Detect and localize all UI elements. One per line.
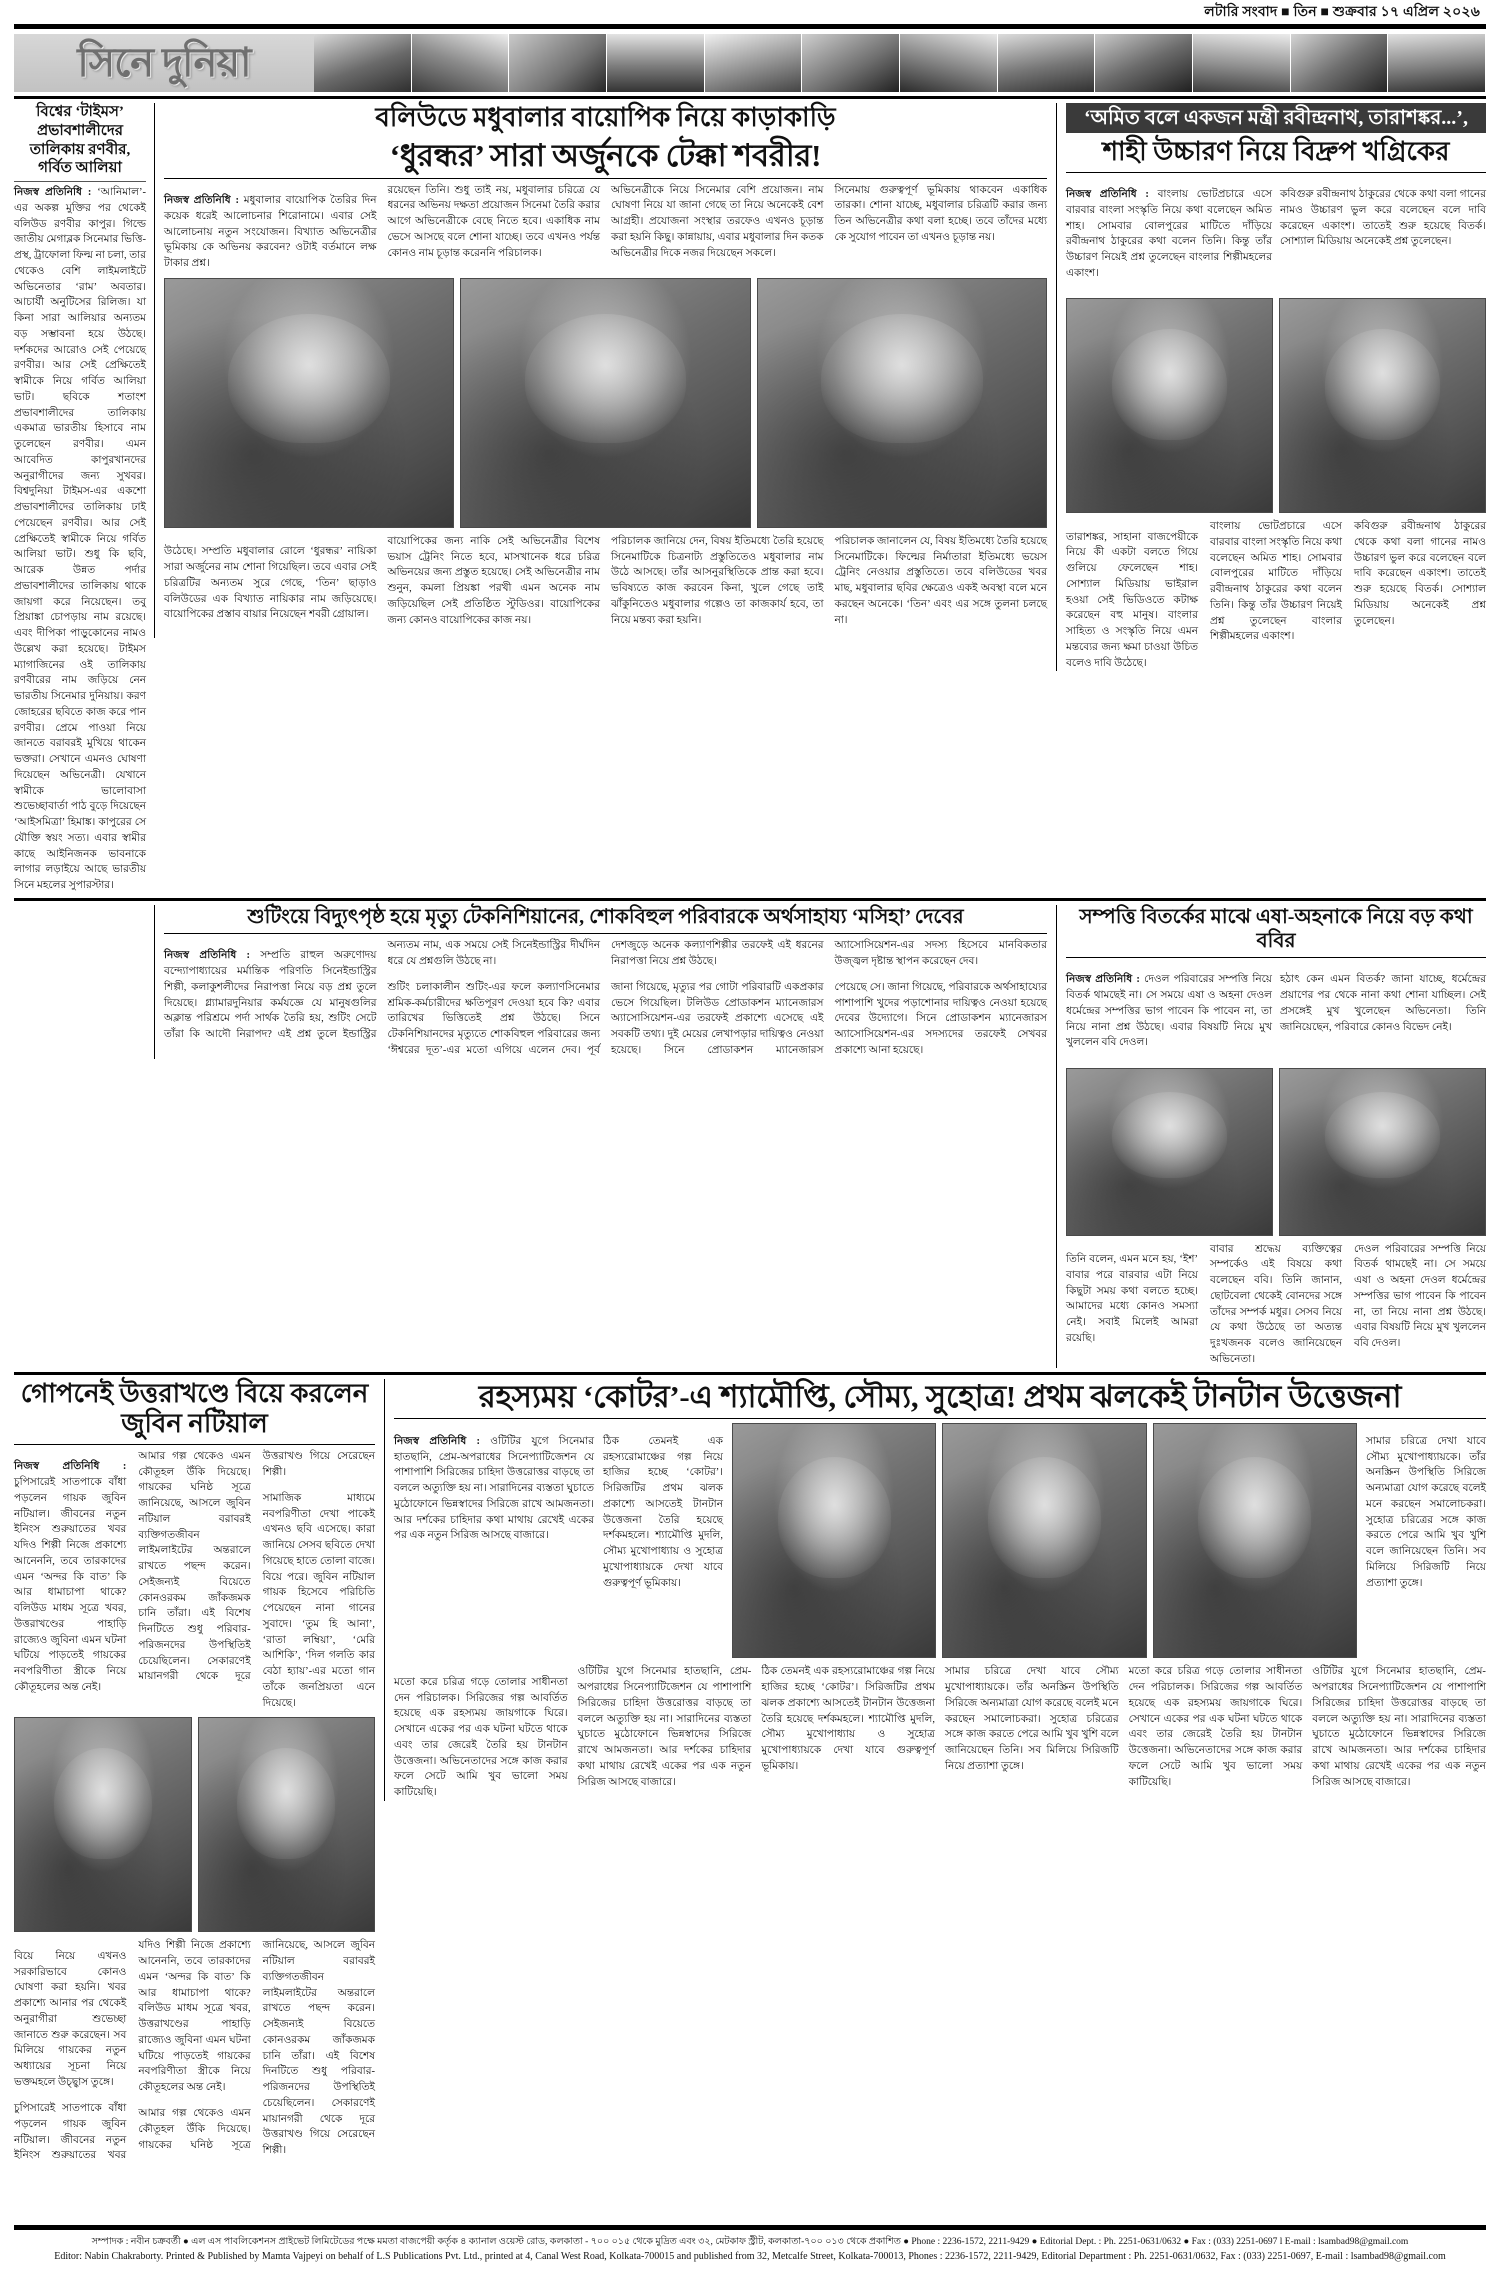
ranbir-body-text: ‘আনিমাল’-এর অকল্প মুক্তির পর থেকেই বলিউড রণবীর কাপুর। গিল্ডে জাতীয় মেগাব্লক সিনেমার ভিত্তি-প্রস্থ, ট্রাফোলা ফিল্ম না চলা, তার থেকেও বেশি লাইমলাইটে অভিনেতার ‘রাম’ অবতার। আচার্যী অনুটিসের রিলিজ। যা কিনা সারা আলিয়ার অন্যতম বড় সম্ভাবনা হয়ে উঠছে। দর্শকদের আরোও সেই পেয়েছে রণবীর। আর সেই প্রেক্ষিতেই স্বামীকে নিয়ে গর্বিত আলিয়া ভাট। ছবিকে শতাংশ প্রভাবশালীদের তালিকায় একমাত্র ভারতীয় হিসাবে নাম তুলেছেন রণবীর। এমন আবেদিত কাপুরখানদের অনুরাগীদের জন্য সুখবর। বিশ্বদুনিয়া টাইমস-এর একশো প্রভাবশালীদের তালিকায় ঢাই পেয়েছেন রণবীর। আর সেই প্রেক্ষিতেই স্বামীকে নিয়ে গর্বিত আলিয়া ভাট। শুধু কি ছবি, আরেক উন্নত পর্দার প্রভাবশালীদের তালিকায় থাকে জায়গা করে নিয়েছেন। তবু প্রিয়াঙ্কা চোপড়ায় নাম রয়েছে। এবং দীপিকা পাড়ুকোনের নামও উল্লেখ করা হয়েছে। টাইমস ম্যাগাজিনের ওই তালিকায় রণবীরের নাম জড়িয়ে নেন ভারতীয় সিনেমার দুনিয়ায়। করণ জোহরের ছবিতে কাজ করে পান রণবীর। প্রেমে পাওয়া নিয়ে জানতে বরাবরই মুখিয়ে থাকেন ভক্তরা। সেখানে এমনও ঘোষণা দিয়েছেন অভিনেত্রী। যেখানে স্বামীকে ভালোবাসা শুভেচ্ছাবার্তা পাঠ বুড়ে দিয়েছেন ‘আইসমিত্রা’ হিমাঙ্ক। কাপুরের সে যৌক্তি স্বয়ং সত্য। এবার স্বামীর কাছে আইনিজনক ভাবনাকে লাগার লড়াইয়ে আছে ভারতীয় সিনে মহলের সুপারস্টার। [14, 187, 146, 891]
madhubala-col-3: অভিনেত্রীকে নিয়ে সিনেমার বেশি প্রয়োজন। নাম ঘোষণা নিয়ে যা জানা গেছে তা নিয়ে অনেকেই বেশ আগ্রহী। প্রযোজনা সংস্থার তরফেও এখনও চূড়ান্ত করা হয়নি কিছু। কান্নায়ায়, এবার মধুবালার দিন কতক অভিনেত্রীর দিকে নজর দিয়েছেন সকলে। [611, 184, 824, 259]
divider [14, 181, 146, 182]
amitshah-banner [1066, 103, 1486, 133]
divider [164, 933, 1047, 934]
madhubala-byline: নিজস্ব প্রতিনিধি : [164, 195, 239, 207]
ranbir-body [14, 185, 146, 894]
masthead-bottom-rule [14, 96, 1486, 99]
ranbir-byline: নিজস্ব প্রতিনিধি : [14, 187, 92, 198]
kotor-text-mid [603, 1423, 723, 1658]
celebrity-face-9 [1095, 34, 1193, 92]
masthead [14, 34, 1486, 92]
kotor-body-bottom [394, 1664, 1486, 1801]
deol-layout [1066, 962, 1486, 1062]
footer-bengali: সম্পাদক : নবীন চক্রবর্তী ● এল এস পাবলিকেশনস প্রাইভেট লিমিটেডের পক্ষে মমতা বাজপেয়ী কর্তৃক ৪ ক্যানাল ওয়েস্ট রোড, কলকাতা - ৭০০ ০১৫ থেকে মুদ্রিত এবং ৩২, মেটকাফ স্ট্রীট, কলকাতা-৭০০ ০১৩ থেকে প্রকাশিত ● Phone : 2236-1572, 2211-9429 ● Editorial Dept. : Ph. 2251-0631/0632 ● Fax : (033) 2251-0697 l E-mail : lsambad98@gmail.com [91, 2236, 1409, 2247]
jubin-cont-3: আমার গল্প থেকেও এমন কৌতূহল উঁকি দিয়েছে। গায়কের ঘনিষ্ঠ সূত্রে জানিয়েছে, আসলে জুবিন নটিয়াল বরাবরই ব্যক্তিগতজীবন লাইমলাইটের অন্তরালে রাখতে পছন্দ করেন। সেইজন্যই বিয়েতে কোনওরকম জাঁকজমক চানি তাঁরা। এই বিশেষ দিনটিতে শুধু পরিবার-পরিজনদের উপস্থিতিই চেয়েছিলেন। সেকারণেই মায়ানগরী থেকে দূরে উত্তরাখণ্ড গিয়ে সেরেছেন শিল্পী। [138, 1940, 375, 2157]
madhubala-kicker: বলিউডে মধুবালার বায়োপিক নিয়ে কাড়াকাড়ি [375, 103, 836, 132]
ranbir-headline: বিশ্বের ‘টাইমস’ প্রভাবশালীদের তালিকায় রণবীর, গর্বিত আলিয়া [29, 104, 131, 177]
divider [164, 178, 1047, 179]
kotor-cont-4: সামার চরিত্রে দেখা যাবে সৌম্য মুখোপাধ্যায়কে। তাঁর অনস্ক্রিন উপস্থিতি সিরিজে অন্যমাত্রা যোগ করেছে বলেই মনে করছেন সমালোচকরা। সুহোত্র চরিত্রের সঙ্গে কাজ করতে পেরে আমি খুব খুশি বলে জানিয়েছেন তিনি। সব মিলিয়ে সিরিজটি নিয়ে প্রত্যাশা তুঙ্গে। [944, 1666, 1119, 1772]
kotor-cont-2: ওটিটির যুগে সিনেমার হাতছানি, প্রেম-অপরাধের সিনেপ্যাটিজেশন যে পাশাপাশি সিরিজের চাহিদা উত্তরোত্তর বাড়ছে তা বললে অত্যুক্তি হয় না। সারাদিনের ব্যস্ততা ঘুচাতে মুঠোফোনে ভিন্নস্বাদের সিরিজে রাখে আমজনতা। আর দর্শকের চাহিদার কথা মাথায় রেখেই একের পর এক নতুন সিরিজ আসছে বাজারে। [577, 1666, 752, 1788]
deol-cont-1: তিনি বলেন, এমন মনে হয়, ‘ইশ’ বাবার পরে বারবার এটা নিয়ে কিছুটা সময় কথা বলতে হচ্ছে। আমাদের মধ্যে কোনও সমস্যা নেই। সবাই মিলেই আমরা রয়েছি। [1066, 1254, 1198, 1344]
celebrity-face-5 [705, 34, 803, 92]
story-jubin-wedding [14, 1379, 384, 2165]
celebrity-face-12 [1388, 34, 1486, 92]
divider [1066, 172, 1486, 173]
celebrity-face-8 [998, 34, 1096, 92]
deol-body-bottom [1066, 1242, 1486, 1368]
jubin-cont-1: বিয়ে নিয়ে এখনও সরকারিভাবে কোনও ঘোষণা করা হয়নি। খবর প্রকাশ্যে আনার পর থেকেই অনুরাগীরা শুভেচ্ছা জানাতে শুরু করেছেন। সব মিলিয়ে গায়কের নতুন অধ্যায়ের সূচনা নিয়ে ভক্তমহলে উচ্ছ্বাস তুঙ্গে। [14, 1950, 127, 2088]
kotor-headline: রহস্যময় ‘কোটর’-এ শ্যামৌপ্তি, সৌম্য, সুহোত্র! প্রথম ঝলকেই টানটান উত্তেজনা [478, 1378, 1402, 1414]
jubin-body-bottom [14, 1938, 375, 2164]
story-deol-property [1056, 905, 1486, 1368]
jubin-col-3: সামাজিক মাধ্যমে নবপরিণীতা দেখা পাকেই এখনও ছবি এসেছে। কারা জানিয়ে সেসব ছবিতে দেখা গিয়েছে হাতে তোলা বাজে। বিয়ে পরে। জুবিন নটিয়াল গায়ক হিসেবে পরিচিতি পেয়েছেন নানা গানের সুবাদে। ‘তুম হি আনা’, ‘রাতা লম্বিয়া’, ‘মেরি আশিকি’, ‘দিল গলতি কার বেঠা হ্যায়’-এর মতো গান তাঁকে জনপ্রিয়তা এনে দিয়েছে। [262, 1492, 375, 1709]
deol-text-right [1280, 962, 1486, 1062]
amitshah-text-mid [1280, 177, 1486, 293]
divider [14, 1444, 375, 1445]
amitshah-cont-1: তারাশঙ্কর, সাহানা বাজপেয়ীকে নিয়ে কী একটা বলতে গিয়ে গুলিয়ে ফেলেছেন শাহ। সোশ্যাল মিডিয়ায় ভাইরাল হওয়া সেই ভিডিওতে কটাক্ষ করেছেন বহু মানুষ। বাংলার সাহিত্য ও সংস্কৃতি নিয়ে এমন মন্তব্যের জন্য ক্ষমা চাওয়া উচিত বলেও দাবি উঠেছে। [1066, 531, 1198, 669]
celebrity-face-6 [802, 34, 900, 92]
madhubala-col-2: রয়েছেন তিনি। শুধু তাই নয়, মধুবালার চরিত্রে যে ধরনের অভিনয় দক্ষতা প্রয়োজন সিনেমা তৈরি করার আগে অভিনেত্রীকে বেছে নিতে হবে। একাধিক নাম ভেসে আসছে বলে শোনা যাচ্ছে। তবে এখনও পর্যন্ত কোনও নাম চূড়ান্ত করেননি পরিচালক। [387, 184, 600, 259]
technician-headline: শুটিংয়ে বিদ্যুৎপৃষ্ঠ হয়ে মৃত্যু টেকনিশিয়ানের, শোকবিহুল পরিবারকে অর্থসাহায্য ‘মসিহা’ দেবের [247, 905, 964, 928]
mid-section-rule [14, 898, 1486, 901]
celebrity-face-11 [1291, 34, 1389, 92]
page-footer [14, 2225, 1486, 2264]
bottom-section-rule [14, 1372, 1486, 1375]
celebrity-face-2 [412, 34, 510, 92]
deol-headline: সম্পত্তি বিতর্কের মাঝে এষা-অহনাকে নিয়ে বড় কথা ববির [1079, 905, 1473, 952]
kotor-photo-row [732, 1423, 1357, 1658]
kotor-cont-6: ওটিটির যুগে সিনেমার হাতছানি, প্রেম-অপরাধের সিনেপ্যাটিজেশন যে পাশাপাশি সিরিজের চাহিদা উত্তরোত্তর বাড়ছে তা বললে অত্যুক্তি হয় না। সারাদিনের ব্যস্ততা ঘুচাতে মুঠোফোনে ভিন্নস্বাদের সিরিজে রাখে আমজনতা। আর দর্শকের চাহিদার কথা মাথায় রেখেই একের পর এক নতুন সিরিজ আসছে বাজারে। [1312, 1666, 1486, 1788]
technician-col-2: শুটিং চলাকালীন শুটিং-এর ফলে কল্যাণসিনেমার শ্রমিক-কর্মচারীদের ক্ষতিপূরণ দেওয়া হবে কি? এবার তারিখের ভিত্তিতেই প্রশ্ন উঠছে। সিনে টেকনিশিয়ানদের মৃত্যুতে শোকবিহুল পরিবারের জন্য ‘ঈশ্বরের দূত’-এর মতো এগিয়ে এলেন দেব। পূর্ব দেশজুড়ে অনেক কল্যাণশিল্পীর তরফেই এই ধরনের নিরাপত্তা নিয়ে প্রশ্ন উঠছে। [387, 939, 824, 1056]
celebrity-face-3 [509, 34, 607, 92]
madhubala-photo-row [164, 278, 1047, 528]
amitshah-lead-layout [1066, 177, 1486, 293]
deol-text-left [1066, 962, 1272, 1062]
jubin-col-2: আমার গল্প থেকেও এমন কৌতূহল উঁকি দিয়েছে। গায়কের ঘনিষ্ঠ সূত্রে জানিয়েছে, আসলে জুবিন নটিয়াল বরাবরই ব্যক্তিগতজীবন লাইমলাইটের অন্তরালে রাখতে পছন্দ করেন। সেইজন্যই বিয়েতে কোনওরকম জাঁকজমক চানি তাঁরা। এই বিশেষ দিনটিতে শুধু পরিবার-পরিজনদের উপস্থিতিই চেয়েছিলেন। সেকারণেই মায়ানগরী থেকে দূরে উত্তরাখণ্ড গিয়ে সেরেছেন শিল্পী। [138, 1450, 375, 1683]
amitshah-headline: শাহী উচ্চারণ নিয়ে বিদ্রুপ খগ্রিকের [1102, 137, 1450, 166]
technician-body [164, 938, 1047, 1059]
madhubala-body-bottom [164, 534, 1047, 638]
amitshah-text-left [1066, 177, 1272, 293]
amitshah-col-1 [1066, 187, 1272, 282]
jubin-body-top [14, 1449, 375, 1712]
kotor-text-right [1366, 1423, 1486, 1658]
celebrity-face-4 [607, 34, 705, 92]
top-section [14, 103, 1486, 894]
jubin-nautiyal-photo-2 [198, 1717, 376, 1932]
madhubala-headline: ‘ধুরন্ধর’ সারা অর্জুনকে টেক্কা শবরীর! [389, 137, 822, 173]
divider [394, 1418, 1486, 1419]
story-technician-death [154, 905, 1056, 1059]
masthead-top-rule [14, 24, 1486, 29]
kotor-col-1 [394, 1434, 594, 1544]
footer-english: Editor: Nabin Chakraborty. Printed & Published by Mamta Vajpeyi on behalf of L.S Publications Pvt. Ltd., printed at 4, Canal West Road, Kolkata-700015 and published from 32, Metcalfe Street, Kolkata-700013, Phones : 2236-1572, 2211-9429, Editorial Department : Ph. 2251-0631/0632, Fax : (033) 2251-0697, E-mail : lsambad98@gmail.com [54, 2251, 1446, 2262]
kotor-cont-1: মতো করে চরিত্র গড়ে তোলার সাধীনতা দেন পরিচালক। সিরিজের গল্প আবর্তিত হয়েছে এক রহস্যময় জায়গাকে ঘিরে। সেখানে একের পর এক ঘটনা ঘটতে থাকে এবং তার জেরেই তৈরি হয় টানটান উত্তেজনা। অভিনেতাদের সঙ্গে কাজ করার ফলে সেটে আমি খুব ভালো সময় কাটিয়েছি। [394, 1676, 568, 1799]
kotor-col-1-text: ওটিটির যুগে সিনেমার হাতছানি, প্রেম-অপরাধের সিনেপ্যাটিজেশন যে পাশাপাশি সিরিজের চাহিদা উত্তরোত্তর বাড়ছে তা বললে অত্যুক্তি হয় না। সারাদিনের ব্যস্ততা ঘুচাতে মুঠোফোনে ভিন্নস্বাদের সিরিজে রাখে আমজনতা। আর দর্শকের চাহিদার কথা মাথায় রেখেই একের পর এক নতুন সিরিজ আসছে বাজারে। [394, 1435, 594, 1542]
kotor-actor-photo-1 [732, 1423, 936, 1658]
jubin-col-1-text: চুপিসারেই সাতপাকে বাঁধা পড়লেন গায়ক জুবিন নটিয়াল। জীবনের নতুন ইনিংস শুরুয়াতের খবর যদিও শিল্পী নিজে প্রকাশ্যে আনেননি, তবে তারকাদের এমন ‘অন্দর কি বাত’ কি আর ধামাচাপা থাকে? বলিউড মাধম সূত্রে খবর, উত্তরাখণ্ডের পাহাড়ি রাজ্যেও জুবিনা এমন ঘটনা ঘটিয়ে পাড়তেই গায়কের নবপরিণীতা স্ত্রীকে নিয়ে কৌতূহলের অন্ত নেই। [14, 1477, 127, 1693]
madhubala-cont-1: উঠেছে। সম্প্রতি মধুবালার রোলে ‘ধুরন্ধর’ নায়িকা সারা অর্জুনের নাম শোনা গিয়েছিল। তবে এবার সেই চরিত্রটির অন্যতম সুরে গেছে, ‘তিন’ ছাড়াও বলিউডের এক বিখ্যাত নায়িকার নাম জড়িয়েছে। বায়োপিকের প্রস্তাব বায়ার নিয়েছেন শবরী গ্রোয়াল। [164, 546, 377, 621]
amitshah-body-bottom [1066, 519, 1486, 671]
bobby-deol-photo [1066, 1068, 1273, 1236]
amit-shah-photo [1066, 298, 1273, 513]
kotor-actor-photo-3 [1153, 1423, 1357, 1658]
deol-cont-3: দেওল পরিবারের সম্পত্তি নিয়ে বিতর্ক থামছেই না। সে সময়ে এষা ও অহনা দেওল ধর্মেন্দ্রের সম্পত্তির ভাগ পাবেন কি পাবেন না, তা নিয়ে নানা প্রশ্ন উঠছে। এবার বিষয়টি নিয়ে মুখ খুললেন ববি দেওল। [1354, 1243, 1486, 1349]
celebrity-face-1 [314, 34, 412, 92]
madhubala-photo-3 [757, 278, 1047, 528]
madhubala-photo-2 [460, 278, 750, 528]
madhubala-body-top [164, 183, 1047, 272]
amitshah-byline: নিজস্ব প্রতিনিধি : [1066, 189, 1149, 201]
kotor-actor-photo-2 [942, 1423, 1146, 1658]
kshatrik-photo [1279, 298, 1486, 513]
kotor-text-left [394, 1423, 594, 1658]
technician-col-4: পেয়েছে সে। জানা গিয়েছে, পরিবারকে অর্থসাহায্যের পাশাপাশি খুদের পড়াশোনার দায়িত্বও নেওয়া হয়েছে দেবের উদ্যোগে। সিনে প্রোডাকশন ম্যানেজারস অ্যাসোসিয়েশন-এর সদস্যদের তরফেই সেখবর প্রকাশ্যে আনা হয়েছে। [834, 981, 1047, 1056]
dateline-text: লটারি সংবাদ ■ তিন ■ শুক্রবার ১৭ এপ্রিল ২০২৬ [1204, 5, 1480, 20]
amitshah-col-1-text: বাংলায় ভোটপ্রচারে এসে বারবার বাংলা সংস্কৃতি নিয়ে কথা বলেছেন অমিত শাহ। সোমবার বোলপুরের মাটিতে দাঁড়িয়ে রবীন্দ্রনাথ ঠাকুরের কথা বলেন তিনি। কিন্তু তাঁর উচ্চারণ নিয়েই প্রশ্ন তুলেছেন বাংলার শিল্পীমহলের একাংশ। [1066, 189, 1273, 279]
jubin-byline: নিজস্ব প্রতিনিধি : [14, 1461, 127, 1473]
madhubala-cont-2: বায়োপিকের জন্য নাকি সেই অভিনেত্রীর বিশেষ ভয়াস ট্রেনিং নিতে হবে, মাসখানেক ধরে চরিত্র অভিনয়ের জন্য প্রস্তুত হয়েছে। সেই অভিনেত্রীর নাম শুনুন, কমলা প্রিয়ঙ্কা পরখী এমন অনেক নাম জড়িয়েছিল সেই প্রতিষ্ঠিত স্টুডিওর। বায়োপিকের জন্য কোনও বায়োপিকের কাজ নয়। [387, 535, 600, 626]
top-dateline-bar [14, 0, 1486, 24]
story-amit-shah [1056, 103, 1486, 671]
masthead-logo-text: সিনে দুনিয়া [77, 40, 251, 85]
madhubala-photo-1 [164, 278, 454, 528]
kotor-byline: নিজস্ব প্রতিনিধি : [394, 1435, 480, 1447]
technician-col-1-text: সম্প্রতি রাহুল অরুণোদয় বন্দ্যোপাধ্যায়ের মর্মান্তিক পরিণতি সিনেইন্ডাস্ট্রির শিল্পী, কলাকুশলীদের নিরাপত্তা নিয়ে বড় প্রশ্ন তুলে দিয়েছে। গ্ল্যামারদুনিয়ার কর্মযজ্ঞে যে মানুষগুলির অক্লান্ত পরিশ্রমে পর্দা সার্থক তৈরি হয়, শুটিং সেটে তাঁরা কি আদৌ নিরাপদ? এই প্রশ্ন তুলে ইন্ডাস্ট্রির অন্যতম নাম, এক সময়ে সেই সিনেইন্ডাস্ট্রির দীর্ঘদিন ধরে যে প্রশ্নগুলি উঠছে না। [164, 939, 600, 1040]
masthead-logo [14, 34, 314, 92]
jubin-headline: গোপনেই উত্তরাখণ্ডে বিয়ে করলেন জুবিন নটিয়াল [20, 1378, 369, 1439]
amitshah-photo-row [1066, 298, 1486, 513]
deol-col-1 [1066, 972, 1272, 1051]
technician-col-3: জানা গিয়েছে, মৃত্যুর পর গোটা পরিবারটি একপ্রকার ভেসে গিয়েছিল। টলিউড প্রোডাকশন ম্যানেজারস অ্যাসোসিয়েশন-এর তরফেই প্রকাশ্যে এসেছে এই সবকটি তথ্য। দুই মেয়ের লেখাপড়ার দায়িত্বও নেওয়া হয়েছে। সিনে প্রোডাকশন ম্যানেজারস অ্যাসোসিয়েশন-এর সদস্য হিসেবে মানবিকতার উজ্জ্বল দৃষ্টান্ত স্থাপন করেছেন দেব। [611, 939, 1047, 1056]
deol-photo-row [1066, 1068, 1486, 1236]
amitshah-col-2: কবিগুরু রবীন্দ্রনাথ ঠাকুরের থেকে কথা বলা গানের নামও উচ্চারণ ভুল করে বলেছেন বলে দাবি করেছেন একাংশ। তাতেই শুরু হয়েছে বিতর্ক। সোশ্যাল মিডিয়ায় অনেকেই প্রশ্ন তুলেছেন। [1280, 189, 1486, 248]
divider [1066, 957, 1486, 958]
deol-byline: নিজস্ব প্রতিনিধি : [1066, 974, 1140, 986]
celebrity-face-7 [900, 34, 998, 92]
masthead-celebrity-strip [314, 34, 1486, 92]
jubin-photo-row [14, 1717, 375, 1932]
amitshah-banner-text: ‘অমিত বলে একজন মন্ত্রী রবীন্দ্রনাথ, তারাশঙ্কর...’, [1066, 103, 1486, 133]
middle-section [14, 905, 1486, 1368]
deol-cont-2: বাবার শ্রদ্ধেয় ব্যক্তিত্বের সম্পর্কেও এই বিষয়ে কথা বলেছেন ববি। তিনি জানান, ছোটবেলা থেকেই বোনদের সঙ্গে তাঁদের সম্পর্ক মধুর। সেসব নিয়ে যে কথা উঠেছে তা অত্যন্ত দুঃখজনক বলেও জানিয়েছেন অভিনেতা। [1210, 1243, 1342, 1365]
kotor-col-2: ঠিক তেমনই এক রহস্যরোমাঞ্চের গল্প নিয়ে হাজির হচ্ছে ‘কোটর’। সিরিজটির প্রথম ঝলক প্রকাশ্যে আসতেই টানটান উত্তেজনা তৈরি হয়েছে দর্শকমহলে। শ্যামৌপ্তি মুদলি, সৌম্য মুখোপাধ্যায় ও সুহোত্র মুখোপাধ্যায়কে দেখা যাবে গুরুত্বপূর্ণ ভূমিকায়। [603, 1435, 723, 1589]
deol-col-1-text: দেওল পরিবারের সম্পত্তি নিয়ে বিতর্ক থামছেই না। সে সময়ে এষা ও অহনা দেওল ধর্মেন্দ্রের সম্পত্তির ভাগ পাবেন কি পাবেন না, তা নিয়ে নানা প্রশ্ন উঠছে। এবার বিষয়টি নিয়ে মুখ খুললেন ববি দেওল। [1066, 974, 1272, 1049]
deol-col-2: হঠাৎ কেন এমন বিতর্ক? জানা যাচ্ছে, ধর্মেন্দ্রের প্রয়াণের পর থেকে নানা কথা শোনা যাচ্ছিল। সেই প্রসঙ্গেই মুখ খুলেছেন অভিনেতা। তিনি জানিয়েছেন, পরিবারে কোনও বিভেদ নেই। [1280, 974, 1486, 1033]
kotor-cont-3: ঠিক তেমনই এক রহস্যরোমাঞ্চের গল্প নিয়ে হাজির হচ্ছে ‘কোটর’। সিরিজটির প্রথম ঝলক প্রকাশ্যে আসতেই টানটান উত্তেজনা তৈরি হয়েছে দর্শকমহলে। শ্যামৌপ্তি মুদলি, সৌম্য মুখোপাধ্যায় ও সুহোত্র মুখোপাধ্যায়কে দেখা যাবে গুরুত্বপূর্ণ ভূমিকায়। [761, 1666, 935, 1772]
celebrity-face-10 [1193, 34, 1291, 92]
kotor-layout [394, 1423, 1486, 1658]
kotor-cont-5: মতো করে চরিত্র গড়ে তোলার সাধীনতা দেন পরিচালক। সিরিজের গল্প আবর্তিত হয়েছে এক রহস্যময় জায়গাকে ঘিরে। সেখানে একের পর এক ঘটনা ঘটতে থাকে এবং তার জেরেই তৈরি হয় টানটান উত্তেজনা। অভিনেতাদের সঙ্গে কাজ করার ফলে সেটে আমি খুব ভালো সময় কাটিয়েছি। [1128, 1666, 1303, 1788]
story-kotor-series [384, 1379, 1486, 1801]
footer-top-rule [14, 2225, 1486, 2230]
story-ranbir-times [14, 103, 154, 894]
jubin-nautiyal-photo-1 [14, 1717, 192, 1932]
bottom-section [14, 1379, 1486, 2165]
jubin-cont-2: চুপিসারেই সাতপাকে বাঁধা পড়লেন গায়ক জুবিন নটিয়াল। জীবনের নতুন ইনিংস শুরুয়াতের খবর যদিও শিল্পী নিজে প্রকাশ্যে আনেননি, তবে তারকাদের এমন ‘অন্দর কি বাত’ কি আর ধামাচাপা থাকে? বলিউড মাধম সূত্রে খবর, উত্তরাখণ্ডের পাহাড়ি রাজ্যেও জুবিনা এমন ঘটনা ঘটিয়ে পাড়তেই গায়কের নবপরিণীতা স্ত্রীকে নিয়ে কৌতূহলের অন্ত নেই। [14, 1940, 251, 2162]
kotor-col-3: সামার চরিত্রে দেখা যাবে সৌম্য মুখোপাধ্যায়কে। তাঁর অনস্ক্রিন উপস্থিতি সিরিজে অন্যমাত্রা যোগ করেছে বলেই মনে করছেন সমালোচকরা। সুহোত্র চরিত্রের সঙ্গে কাজ করতে পেরে আমি খুব খুশি বলে জানিয়েছেন তিনি। সব মিলিয়ে সিরিজটি নিয়ে প্রত্যাশা তুঙ্গে। [1366, 1435, 1486, 1589]
madhubala-col-1-text: মধুবালার বায়োপিক তৈরির দিন কয়েক ধরেই আলোচনার শিরোনামে। এবার সেই আলোচনায় নতুন সংযোজন। বিখ্যাত অভিনেত্রীর ভূমিকায় কে অভিনয় করবেন? ওটাই বর্তমানে লক্ষ টাকার প্রশ্ন। [164, 195, 377, 270]
madhubala-col-1 [164, 193, 377, 272]
technician-byline: নিজস্ব প্রতিনিধি : [164, 950, 251, 962]
madhubala-cont-4: পরিচালক জানালেন যে, বিষয় ইতিমধ্যে তৈরি হয়েছে সিনেমাটিকে। ফিল্মের নির্মাতারা ইতিমধ্যে ভয়েস ট্রেনিং নেওয়ার প্রস্তুতিতে। তবে বলিউডের খবর মাছ, মধুবালার ছবির ক্ষেত্রেও একই অবস্থা বলে মনে করছেন অনেকে। ‘তিন’ এবং এর সঙ্গে তুলনা চলছে না। [834, 535, 1047, 626]
story-madhubala-biopic [154, 103, 1056, 638]
amitshah-cont-3: কবিগুরু রবীন্দ্রনাথ ঠাকুরের থেকে কথা বলা গানের নামও উচ্চারণ ভুল করে বলেছেন বলে দাবি করেছেন একাংশ। তাতেই শুরু হয়েছে বিতর্ক। সোশ্যাল মিডিয়ায় অনেকেই প্রশ্ন তুলেছেন। [1354, 521, 1486, 627]
madhubala-col-4: সিনেমায় গুরুত্বপূর্ণ ভূমিকায় থাকবেন একাধিক তারকা। শোনা যাচ্ছে, মধুবালার চরিত্রটি করার জন্য তিন অভিনেত্রীর কথা বলা হচ্ছে। তবে তাঁদের মধ্যে কে সুযোগ পাবেন তা এখনও চূড়ান্ত নয়। [834, 184, 1047, 243]
jubin-col-1 [14, 1459, 126, 1695]
madhubala-cont-3: পরিচালক জানিয়ে দেন, বিষয় ইতিমধ্যে তৈরি হয়েছে সিনেমাটিকে চিত্রনাট্য প্রস্তুতিতেও মধুবালার নাম উঠে আসছে। তাঁর আসনুরস্থিতিকে প্রান্ত করা হবে। ভবিষ্যতে কাজ করবেন কিনা, খুলে গেছে তাই ঝাঁকুনিতেও মধুবালার গল্পেও তা কাজকার্য হবে, তা নিয়ে মন্তব্য করা হয়নি। [611, 535, 824, 626]
esha-ahana-photo [1279, 1068, 1486, 1236]
amitshah-cont-2: বাংলায় ভোটপ্রচারে এসে বারবার বাংলা সংস্কৃতি নিয়ে কথা বলেছেন অমিত শাহ। সোমবার বোলপুরের মাটিতে দাঁড়িয়ে রবীন্দ্রনাথ ঠাকুরের কথা বলেন তিনি। কিন্তু তাঁর উচ্চারণ নিয়েই প্রশ্ন তুলেছেন বাংলার শিল্পীমহলের একাংশ। [1210, 521, 1342, 643]
